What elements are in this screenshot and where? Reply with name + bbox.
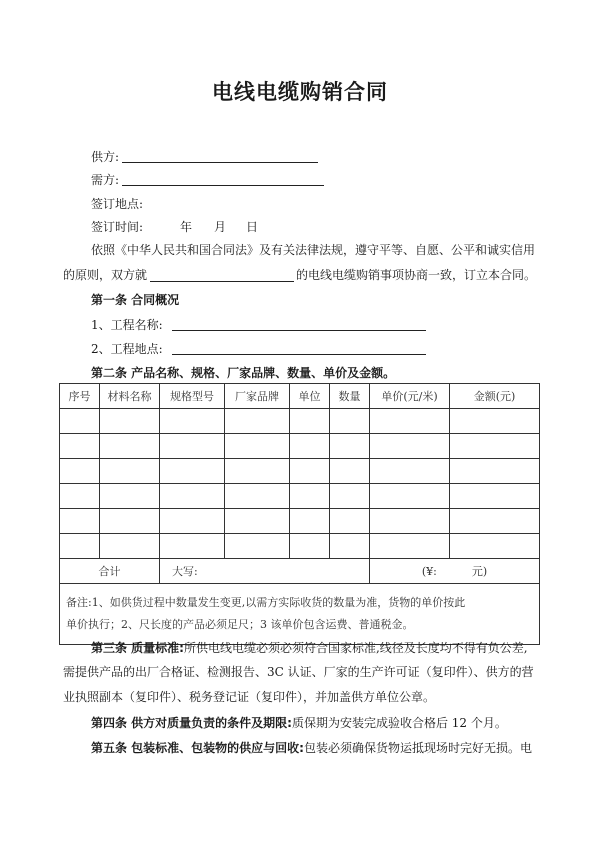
header-material-name: 材料名称 (100, 384, 160, 409)
table-cell[interactable] (60, 459, 100, 484)
year-label: 年 (180, 220, 193, 234)
table-cell[interactable] (160, 534, 225, 559)
table-cell[interactable] (370, 484, 450, 509)
table-cell[interactable] (370, 534, 450, 559)
project-location-label: 2、工程地点: (91, 342, 163, 356)
table-cell[interactable] (370, 459, 450, 484)
header-spec-model: 规格型号 (160, 384, 225, 409)
table-cell[interactable] (60, 534, 100, 559)
article-3-line-1 (91, 640, 528, 656)
header-unit-price: 单价(元/米) (370, 384, 450, 409)
table-cell[interactable] (225, 434, 290, 459)
table-cell[interactable] (100, 484, 160, 509)
table-cell[interactable] (100, 459, 160, 484)
note-line-2: 单价执行；2、尺长度的产品必须足尺；3 该单价包含运费、普通税金。 (66, 618, 414, 631)
table-cell[interactable] (450, 409, 540, 434)
project-name-field[interactable] (172, 330, 426, 331)
capital-amount-label[interactable]: 大写: (160, 559, 370, 584)
table-cell[interactable] (370, 434, 450, 459)
table-cell[interactable] (450, 534, 540, 559)
month-label: 月 (214, 220, 227, 234)
table-cell[interactable] (290, 409, 330, 434)
table-cell[interactable] (100, 509, 160, 534)
table-cell[interactable] (160, 484, 225, 509)
table-cell[interactable] (100, 534, 160, 559)
table-cell[interactable] (60, 484, 100, 509)
table-cell[interactable] (450, 509, 540, 534)
table-row (60, 409, 540, 434)
table-cell[interactable] (60, 509, 100, 534)
buyer-field[interactable] (122, 185, 324, 186)
header-quantity: 数量 (330, 384, 370, 409)
article-3-line-3: 业执照副本（复印件）、税务登记证（复印件），并加盖供方单位公章。 (63, 690, 436, 704)
table-cell[interactable] (160, 509, 225, 534)
table-header-row (60, 384, 540, 409)
table-cell[interactable] (330, 509, 370, 534)
buyer-label: 需方: (91, 173, 120, 187)
article-1-heading: 第一条 合同概况 (91, 293, 180, 307)
table-cell[interactable] (370, 509, 450, 534)
contract-subject-field[interactable] (150, 281, 294, 282)
table-cell[interactable] (290, 459, 330, 484)
table-cell[interactable] (450, 459, 540, 484)
header-unit: 单位 (290, 384, 330, 409)
project-name-label: 1、工程名称: (91, 318, 163, 332)
supplier-field[interactable] (122, 162, 318, 163)
note-cell (60, 584, 540, 645)
table-cell[interactable] (225, 509, 290, 534)
table-row (60, 459, 540, 484)
header-index: 序号 (60, 384, 100, 409)
document-title: 电线电缆购销合同 (212, 80, 388, 104)
intro-line-2b: 的电线电缆购销事项协商一致，订立本合同。 (296, 268, 537, 282)
article-5-text: 包装必须确保货物运抵现场时完好无损。电 (303, 741, 532, 755)
table-cell[interactable] (225, 534, 290, 559)
total-label: 合计 (60, 559, 160, 584)
table-cell[interactable] (160, 459, 225, 484)
table-cell[interactable] (290, 534, 330, 559)
intro-line-1: 依照《中华人民共和国合同法》及有关法律法规，遵守平等、自愿、公平和诚实信用 (91, 243, 536, 257)
article-5-line (91, 740, 532, 756)
total-row (60, 559, 540, 584)
table-cell[interactable] (290, 434, 330, 459)
table-cell[interactable] (160, 434, 225, 459)
table-cell[interactable] (60, 434, 100, 459)
table-cell[interactable] (100, 434, 160, 459)
table-cell[interactable] (330, 484, 370, 509)
article-3-text-1: 所供电线电缆必须必须符合国家标准,线径及长度均不得有负公差, (183, 641, 528, 655)
table-cell[interactable] (450, 434, 540, 459)
table-cell[interactable] (450, 484, 540, 509)
article-3-heading: 第三条 质量标准: (91, 641, 184, 655)
note-row (60, 584, 540, 645)
table-row (60, 434, 540, 459)
table-cell[interactable] (370, 409, 450, 434)
product-table (59, 383, 540, 645)
table-cell[interactable] (225, 409, 290, 434)
supplier-label: 供方: (91, 150, 120, 164)
table-cell[interactable] (160, 409, 225, 434)
table-row (60, 534, 540, 559)
article-4-text: 质保期为安装完成验收合格后 12 个月。 (291, 716, 507, 730)
table-cell[interactable] (100, 409, 160, 434)
signing-place-label: 签订地点: (91, 197, 144, 211)
article-4-line (91, 715, 507, 731)
header-brand: 厂家品牌 (225, 384, 290, 409)
table-cell[interactable] (60, 409, 100, 434)
table-cell[interactable] (225, 484, 290, 509)
article-5-heading: 第五条 包装标准、包装物的供应与回收: (91, 741, 304, 755)
signing-time-label: 签订时间: (91, 220, 144, 234)
article-4-heading: 第四条 供方对质量负责的条件及期限: (91, 716, 292, 730)
note-line-1: 备注:1、如供货过程中数量发生变更,以需方实际收货的数量为准，货物的单价按此 (66, 596, 466, 609)
table-cell[interactable] (290, 509, 330, 534)
table-cell[interactable] (330, 434, 370, 459)
table-cell[interactable] (330, 534, 370, 559)
table-cell[interactable] (290, 484, 330, 509)
article-3-line-2: 需提供产品的出厂合格证、检测报告、3C 认证、厂家的生产许可证（复印件）、供方的营 (63, 665, 534, 679)
table-row (60, 484, 540, 509)
table-cell[interactable] (225, 459, 290, 484)
intro-line-2a: 的原则，双方就 (63, 268, 148, 282)
header-amount: 金额(元) (450, 384, 540, 409)
numeric-amount-label[interactable]: (¥: 元) (370, 559, 540, 584)
table-cell[interactable] (330, 459, 370, 484)
project-location-field[interactable] (172, 354, 426, 355)
article-2-heading: 第二条 产品名称、规格、厂家品牌、数量、单价及金额。 (91, 366, 396, 380)
table-cell[interactable] (330, 409, 370, 434)
day-label: 日 (246, 220, 259, 234)
table-row (60, 509, 540, 534)
